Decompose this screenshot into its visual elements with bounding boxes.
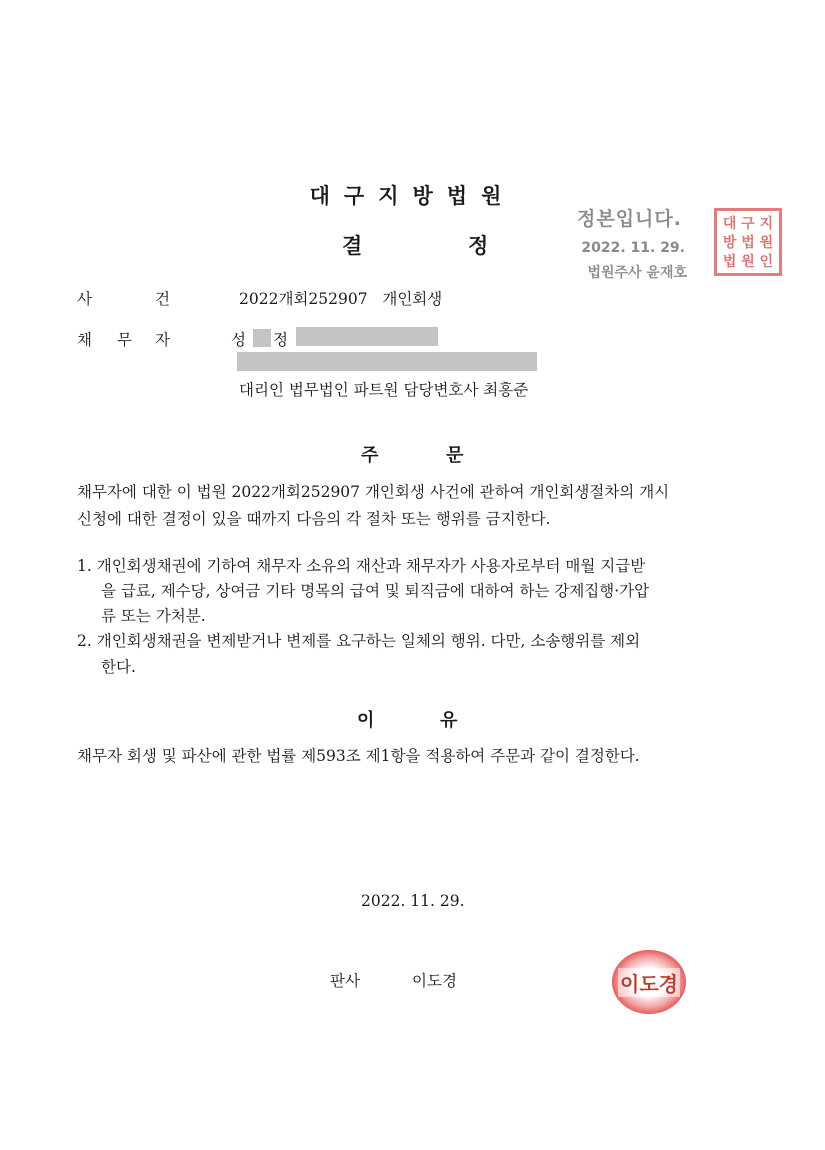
seal-char: 원 [741,254,755,270]
order-item-1-line: 을 급료, 제수당, 상여금 기타 명목의 급여 및 퇴직금에 대하여 하는 강제집행·가압 [101,582,650,600]
court-name: 대구지방법원 [309,183,516,208]
seal-char: 원 [759,235,774,251]
debtor-label-char: 자 [155,331,170,349]
order-item-2-line: 2. 개인회생채권을 변제받거나 변제를 요구하는 일체의 행위. 다만, 소송행위를 제외 [77,632,641,650]
order-item-1-line: 류 또는 가처분. [101,607,206,625]
redacted-id-number [296,327,438,346]
document-title-right: 정 [468,233,489,258]
judge-name: 이도경 [412,972,457,990]
certification-clerk: 법원주사 윤재호 [587,265,687,281]
order-item-1-line: 1. 개인회생채권에 기하여 채무자 소유의 재산과 채무자가 사용자로부터 매월 지급받 [77,557,646,575]
seal-char: 대 [722,216,737,232]
reason-title-left: 이 [357,710,375,731]
reason-title-right: 유 [440,710,458,731]
judge-title: 판사 [330,972,360,990]
seal-char: 지 [759,216,774,232]
debtor-label-char: 채 [77,331,92,349]
court-seal-stamp [714,208,782,276]
judge-seal-stamp [612,950,686,1014]
certification-title: 정본입니다. [577,208,682,230]
seal-char: 법 [741,235,755,251]
judge-seal-text: 이도경 [618,968,680,997]
debtor-agent: 대리인 법무법인 파트원 담당변호사 최홍준 [239,381,529,399]
case-label-char: 사 [77,290,92,308]
certification-date: 2022. 11. 29. [581,240,685,256]
order-intro-line: 채무자에 대한 이 법원 2022개회252907 개인회생 사건에 관하여 개인회생절차의 개시 [77,483,670,501]
order-item-2-line: 한다. [101,658,136,676]
redacted-address [237,352,537,371]
seal-char: 구 [741,216,755,232]
seal-char: 방 [722,235,737,251]
order-title-left: 주 [361,445,379,466]
case-label-char: 건 [155,290,170,308]
redacted-name [253,329,271,347]
debtor-label-char: 무 [117,331,132,349]
order-intro-line: 신청에 대한 결정이 있을 때까지 다음의 각 절차 또는 행위를 금지한다. [77,510,551,528]
order-title-right: 문 [446,445,464,466]
decision-date: 2022. 11. 29. [361,892,465,910]
seal-char: 인 [759,254,774,270]
seal-char: 법 [722,254,737,270]
debtor-name-first: 성 [231,331,246,349]
case-number: 2022개회252907 개인회생 [239,290,443,308]
reason-text: 채무자 회생 및 파산에 관한 법률 제593조 제1항을 적용하여 주문과 같이 결정한다. [77,747,640,765]
debtor-name-last: 정 [273,331,288,349]
document-title-left: 결 [342,233,363,258]
